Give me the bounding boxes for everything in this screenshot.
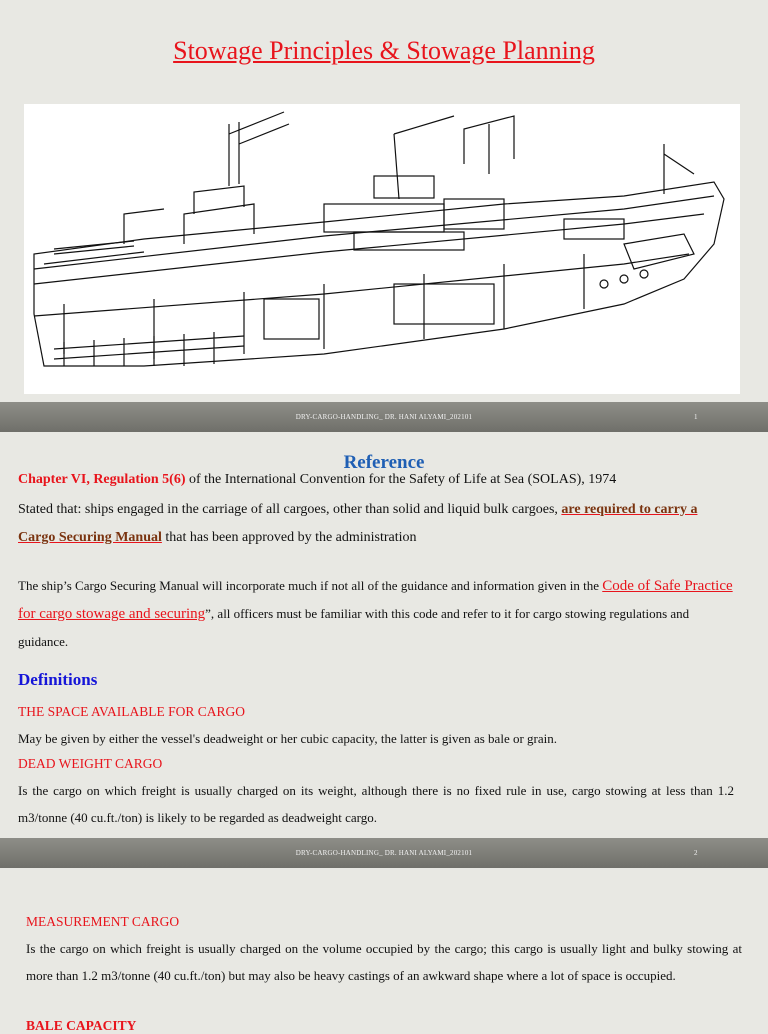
paragraph-stated — [18, 496, 738, 552]
slide-title: Stowage Principles & Stowage Planning — [173, 36, 595, 65]
definition-text: Is the cargo on which freight is usually charged on the volume occupied by the cargo; this cargo is usually light and bulky stowing at more than 1.2 m3/tonne (40 cu.ft./ton) but may also be heavy castings of an awkward shape where a lot of space is occupied. — [26, 941, 742, 983]
footer-bar-2 — [0, 838, 768, 868]
paragraph-manual — [18, 572, 738, 655]
paragraph-text: of the International Convention for the Safety of Life at Sea (SOLAS), 1974 — [185, 472, 617, 487]
definition-title: MEASUREMENT CARGO — [26, 914, 180, 929]
slide-3 — [0, 868, 768, 1033]
footer-text: DRY-CARGO-HANDLING_ DR. HANI ALYAMI_202101 — [295, 413, 473, 421]
page-number: 1 — [694, 413, 698, 421]
code-of-safe-practice-link[interactable]: Code of Safe Practice for cargo stowage and securing — [18, 578, 733, 622]
footer-text: DRY-CARGO-HANDLING_ DR. HANI ALYAMI_202101 — [295, 849, 473, 857]
cargo-securing-manual-link[interactable]: are required to carry a Cargo Securing Manual — [18, 502, 698, 545]
paragraph-text: that has been approved by the administration — [161, 530, 417, 545]
reference-heading: Reference — [343, 452, 425, 473]
definition-title: DEAD WEIGHT CARGO — [18, 756, 163, 771]
definition-title: THE SPACE AVAILABLE FOR CARGO — [18, 704, 246, 719]
regulation-ref: Chapter VI, Regulation 5(6) — [18, 472, 186, 487]
definition-title: BALE CAPACITY — [26, 1018, 137, 1033]
page-number: 2 — [694, 849, 698, 857]
definition-text: May be given by either the vessel's deadweight or her cubic capacity, the latter is given as bale or grain. — [18, 731, 557, 746]
definition-text: Is the cargo on which freight is usually charged on its weight, although there is no fixed rule in use, cargo stowing at less than 1.2 m3/tonne (40 cu.ft./ton) is likely to be regarded as deadweight cargo. — [18, 783, 734, 825]
paragraph-text: ”, all officers must be familiar with this code and refer to it for cargo stowing regulations and guidance. — [18, 606, 690, 649]
ship-drawing — [24, 104, 740, 394]
definitions-heading: Definitions — [18, 670, 98, 689]
paragraph-text: Stated that: ships engaged in the carriage of all cargoes, other than solid and liquid bulk cargoes, — [18, 502, 562, 517]
footer-bar-1 — [0, 402, 768, 432]
paragraph-text: The ship’s Cargo Securing Manual will incorporate much if not all of the guidance and information given in the — [18, 578, 603, 593]
ship-cutaway-image — [24, 104, 740, 394]
paragraph-solas — [18, 466, 738, 494]
